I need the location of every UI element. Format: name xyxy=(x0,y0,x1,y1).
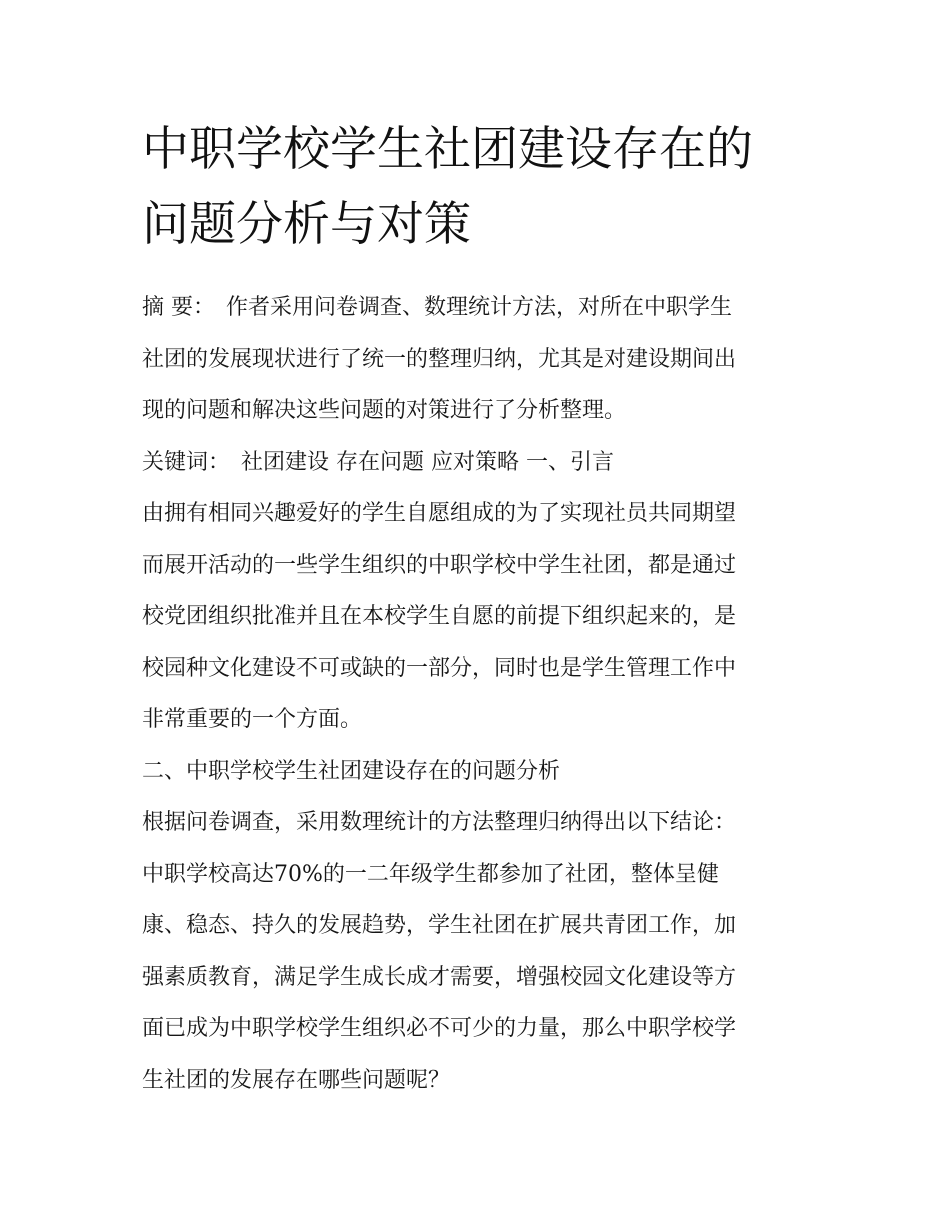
keywords-section xyxy=(142,437,814,489)
abstract-text-1: 作者采用问卷调查、数理统计方法，对所在中职学生 xyxy=(226,295,733,320)
section2-line-2: 中职学校高达70%的一二年级学生都参加了社团，整体呈健 xyxy=(142,861,719,887)
section2-heading: 二、中职学校学生社团建设存在的问题分析 xyxy=(142,758,561,784)
section2 xyxy=(142,746,814,1107)
abstract-section xyxy=(142,282,814,437)
abstract-line-3: 现的问题和解决这些问题的对策进行了分析整理。 xyxy=(142,398,627,423)
section2-line-1: 根据问卷调查，采用数理统计的方法整理归纳得出以下结论： xyxy=(142,810,737,835)
title-line-2: 问题分析与对策 xyxy=(142,197,471,252)
keywords-line xyxy=(142,437,814,489)
intro-section xyxy=(142,488,814,746)
keywords-label: 关键词： xyxy=(142,449,231,475)
abstract-label: 摘 要： xyxy=(142,295,215,320)
abstract-line-1 xyxy=(142,282,814,334)
section2-line-6: 生社团的发展存在哪些问题呢？ xyxy=(142,1067,451,1093)
section2-line-3: 康、稳态、持久的发展趋势，学生社团在扩展共青团工作，加 xyxy=(142,913,737,938)
intro-line-1: 由拥有相同兴趣爱好的学生自愿组成的为了实现社员共同期望 xyxy=(142,501,737,526)
abstract-line-2: 社团的发展现状进行了统一的整理归纳，尤其是对建设期间出 xyxy=(142,346,737,372)
section2-line-4: 强素质教育，满足学生成长成才需要，增强校园文化建设等方 xyxy=(142,964,737,990)
keywords-text: 社团建设 存在问题 应对策略 一、引言 xyxy=(241,449,614,475)
intro-line-3: 校党团组织批准并且在本校学生自愿的前提下组织起来的，是 xyxy=(142,604,737,629)
document-title xyxy=(142,112,814,262)
intro-line-5: 非常重要的一个方面。 xyxy=(142,707,363,732)
section2-line-5: 面已成为中职学校学生组织必不可少的力量，那么中职学校学 xyxy=(142,1016,737,1041)
document-content xyxy=(142,112,814,1106)
intro-line-2: 而展开活动的一些学生组织的中职学校中学生社团，都是通过 xyxy=(142,552,737,578)
intro-line-4: 校园种文化建设不可或缺的一部分，同时也是学生管理工作中 xyxy=(142,655,737,681)
document-body xyxy=(142,282,814,1106)
title-line-1: 中职学校学生社团建设存在的 xyxy=(142,122,753,177)
